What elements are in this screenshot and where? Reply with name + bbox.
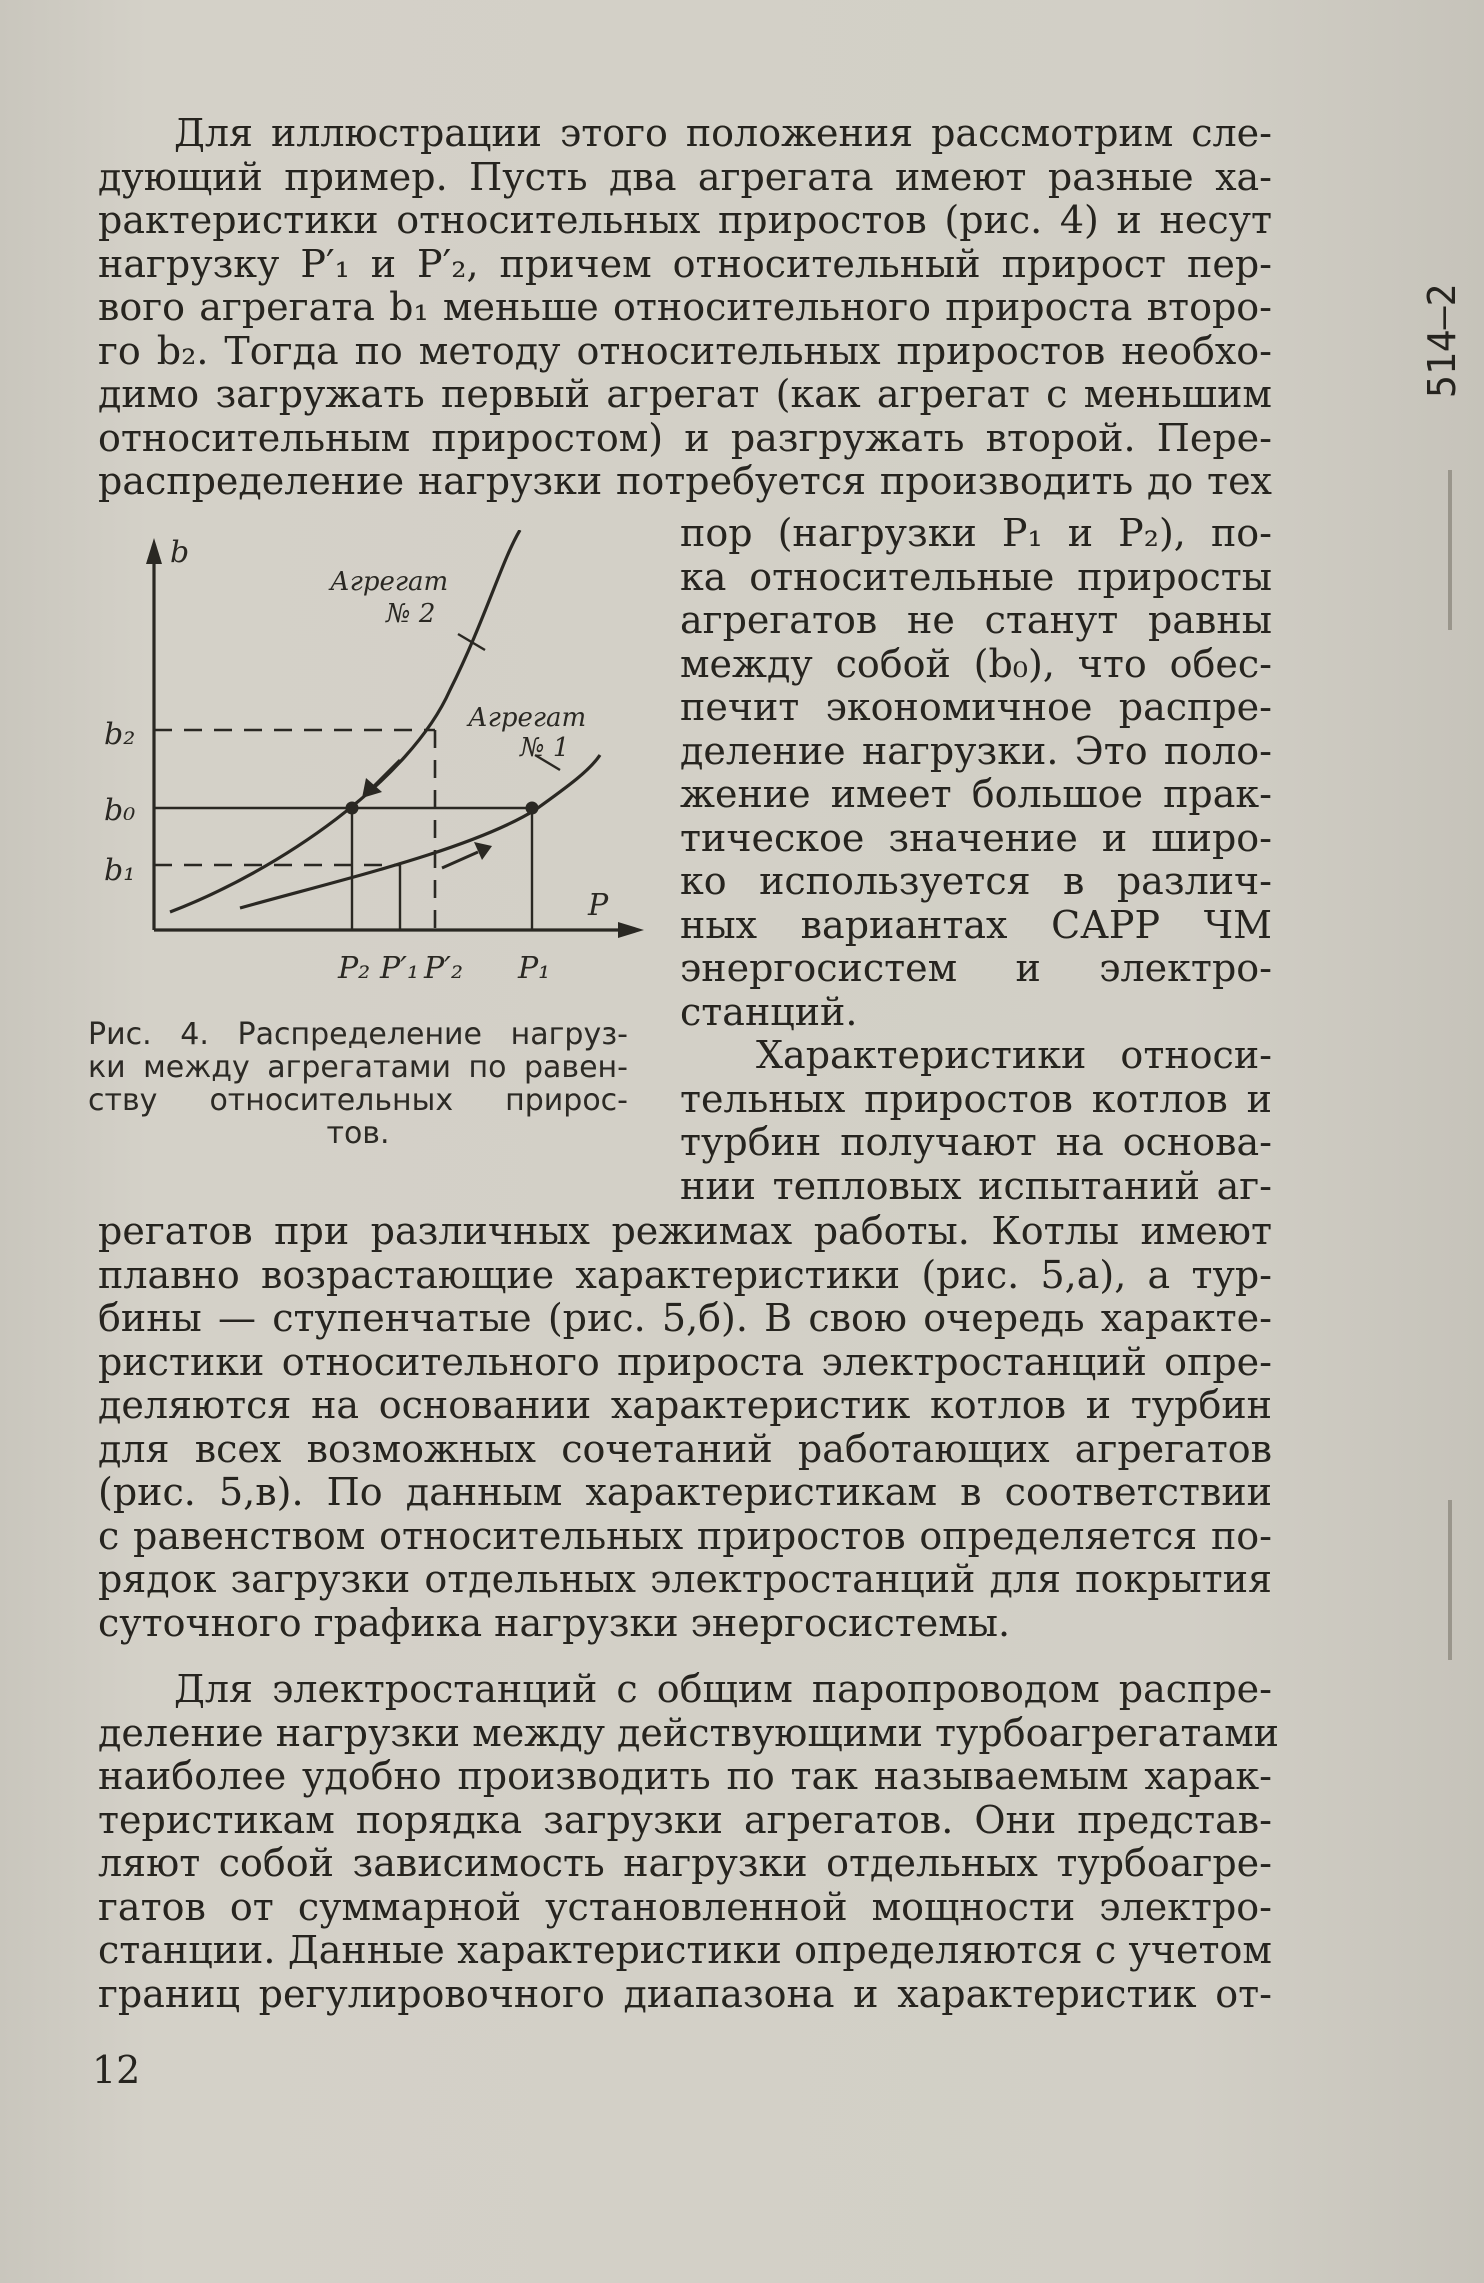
binding-hole-bottom [1448, 1500, 1452, 1660]
y-axis-arrow [146, 538, 162, 564]
text-line: го b₂. Тогда по методу относительных приростов необхо- [98, 328, 1272, 373]
xlabel-p2prime: P′₂ [424, 951, 464, 986]
pointer-agregat-2 [458, 634, 485, 650]
ylabel-b1: b₁ [104, 853, 136, 888]
y-axis-label: b [170, 535, 190, 570]
curve-agregat-1 [240, 755, 600, 908]
text-line: нагрузку P′₁ и P′₂, причем относительный прирост пер- [98, 241, 1272, 286]
curve1-label: Агрегат [468, 703, 587, 733]
figure-caption [88, 1018, 628, 1150]
text-line: бины — ступенчатые (рис. 5,б). В свою очередь характе- [98, 1296, 1272, 1340]
arrow-up-curve1 [442, 852, 478, 868]
text-line: димо загружать первый агрегат (как агрегат с меньшим [98, 372, 1272, 416]
text-line: суточного графика нагрузки энергосистемы. [98, 1600, 1011, 1645]
ylabel-b0: b₀ [104, 793, 136, 828]
text-line: плавно возрастающие характеристики (рис. 5,а), а тур- [98, 1252, 1272, 1297]
curve2-label: Агрегат [330, 567, 449, 597]
point-b0-p1 [526, 802, 539, 815]
text-line: теристикам порядка загрузки агрегатов. Они представ- [98, 1797, 1272, 1842]
text-line: границ регулировочного диапазона и характеристик от- [98, 1971, 1272, 2016]
text-line: турбин получают на основа- [680, 1120, 1272, 1164]
figure-4-diagram [90, 530, 650, 1010]
side-print-code: 514—2 [1420, 283, 1464, 398]
text-line: ки между агрегатами по равен- [88, 1050, 628, 1085]
point-b0-p2 [346, 802, 359, 815]
text-line: нии тепловых испытаний аг- [680, 1163, 1272, 1208]
x-axis-label: P [588, 888, 609, 923]
text-line: деляются на основании характеристик котлов и турбин [98, 1383, 1272, 1427]
text-line: энергосистем и электро- [680, 946, 1272, 990]
text-line: агрегатов не станут равны [680, 598, 1272, 642]
paragraph-wrap-beside-figure [680, 512, 1272, 1208]
text-line: наиболее удобно производить по так называемым харак- [98, 1754, 1272, 1798]
text-line: ству относительных прирос- [88, 1083, 628, 1118]
text-line: ных вариантах САРР ЧМ [680, 902, 1272, 947]
text-line: станции. Данные характеристики определяются с учетом [98, 1928, 1272, 1972]
text-line: ристики относительного прироста электростанций опре- [98, 1339, 1272, 1384]
paragraph-3 [98, 1667, 1279, 2016]
curve2-number: № 2 [386, 599, 436, 629]
ylabel-b2: b₂ [104, 717, 136, 752]
text-line: станций. [680, 989, 858, 1034]
text-line: деление нагрузки. Это поло- [680, 728, 1272, 773]
arrow-down-curve2 [372, 760, 400, 788]
paragraph-1 [98, 112, 1272, 504]
text-line: регатов при различных режимах работы. Котлы имеют [98, 1209, 1272, 1253]
xlabel-p2: P₂ [338, 951, 371, 986]
text-line: Для иллюстрации этого положения рассмотрим сле- [174, 111, 1272, 155]
text-line: ко используется в различ- [680, 859, 1272, 903]
text-line: жение имеет большое прак- [680, 772, 1272, 816]
xlabel-p1prime: P′₁ [380, 951, 420, 986]
text-line: гатов от суммарной установленной мощности электро- [98, 1884, 1272, 1929]
text-line: Характеристики относи- [756, 1033, 1272, 1077]
text-line: тов. [326, 1116, 390, 1151]
text-line: Рис. 4. Распределение нагруз- [88, 1017, 628, 1052]
text-line: вого агрегата b₁ меньше относительного прироста второ- [98, 285, 1272, 329]
text-line: рактеристики относительных приростов (рис. 4) и несут [98, 198, 1272, 242]
text-line: относительным приростом) и разгружать второй. Пере- [98, 415, 1272, 460]
text-line: (рис. 5,в). По данным характеристикам в соответствии [98, 1470, 1272, 1514]
x-axis-arrow [618, 922, 644, 938]
binding-hole-top [1448, 470, 1452, 630]
text-line: с равенством относительных приростов определяется по- [98, 1513, 1272, 1558]
text-line: между собой (b₀), что обес- [680, 641, 1272, 686]
text-line: распределение нагрузки потребуется производить до тех [98, 459, 1272, 503]
text-line: тельных приростов котлов и [680, 1076, 1272, 1121]
text-line: рядок загрузки отдельных электростанций для покрытия [98, 1557, 1272, 1601]
text-line: тическое значение и широ- [680, 815, 1272, 860]
text-line: ка относительные приросты [680, 554, 1272, 599]
page-number: 12 [92, 2048, 141, 2092]
text-line: дующий пример. Пусть два агрегата имеют разные ха- [98, 154, 1272, 199]
xlabel-p1: P₁ [518, 951, 551, 986]
text-line: печит экономичное распре- [680, 685, 1272, 729]
text-line: ляют собой зависимость нагрузки отдельных турбоагре- [98, 1841, 1272, 1885]
text-line: для всех возможных сочетаний работающих агрегатов [98, 1426, 1272, 1471]
text-line: деление нагрузки между действующими турбоагрегатами [98, 1710, 1279, 1755]
text-line: пор (нагрузки P₁ и P₂), по- [680, 511, 1272, 555]
curve1-number: № 1 [520, 733, 570, 763]
text-line: Для электростанций с общим паропроводом распре- [174, 1667, 1272, 1711]
paragraph-2 [98, 1210, 1272, 1645]
